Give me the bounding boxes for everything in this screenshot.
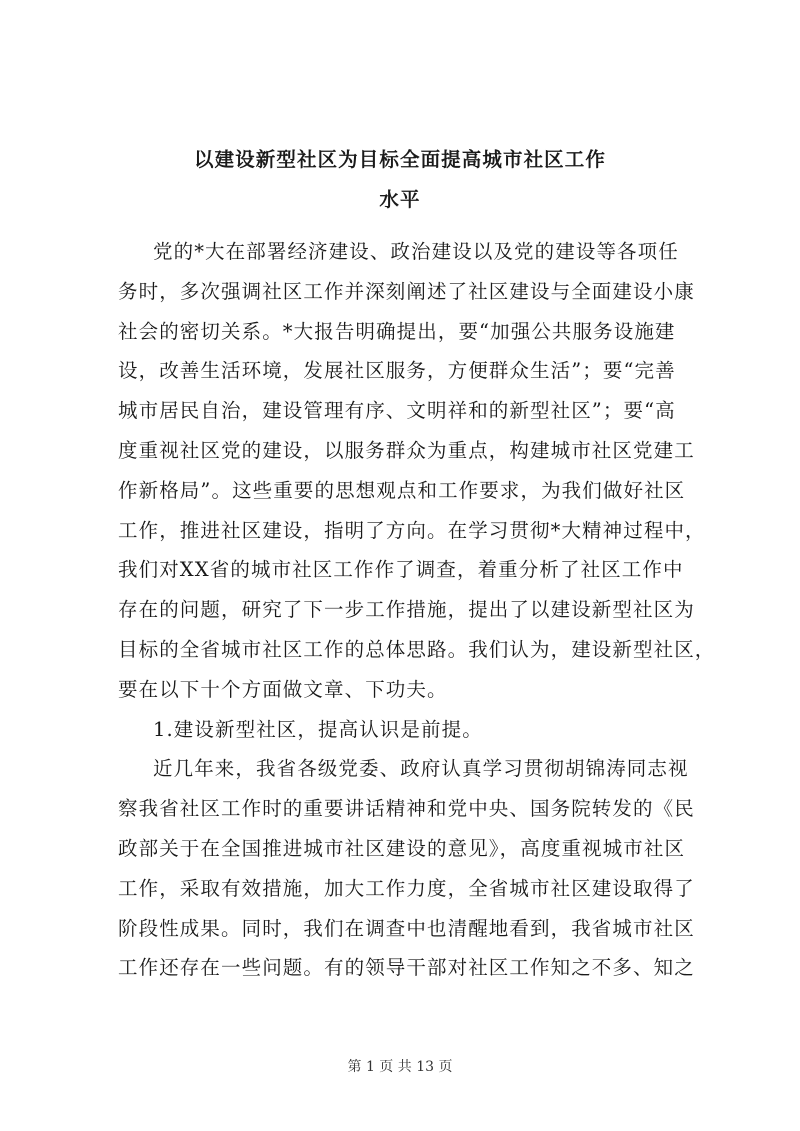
paragraph-line: 工作，采取有效措施，加大工作力度，全省城市社区建设取得了 <box>118 876 695 900</box>
paragraph-line: 目标的全省城市社区工作的总体思路。我们认为，建设新型社区， <box>118 637 716 661</box>
paragraph-line: 务时，多次强调社区工作并深刻阐述了社区建设与全面建设小康 <box>118 279 695 303</box>
paragraph-line: 要在以下十个方面做文章、下功夫。 <box>118 677 448 701</box>
paragraph-line: 察我省社区工作时的重要讲话精神和党中央、国务院转发的《民 <box>118 797 695 821</box>
paragraph-line: 我们对XX省的城市社区工作作了调查，着重分析了社区工作中 <box>118 558 684 582</box>
paragraph-line: 近几年来，我省各级党委、政府认真学习贯彻胡锦涛同志视 <box>153 757 689 781</box>
paragraph-line: 存在的问题，研究了下一步工作措施，提出了以建设新型社区为 <box>118 598 695 622</box>
paragraph-line: 党的*大在部署经济建设、政治建设以及党的建设等各项任 <box>153 240 679 263</box>
paragraph-line: 作新格局”。这些重要的思想观点和工作要求，为我们做好社区 <box>118 478 686 502</box>
section-heading: 1.建设新型社区，提高认识是前提。 <box>153 717 483 741</box>
page-number-footer: 第 1 页 共 13 页 <box>347 1059 453 1075</box>
paragraph-line: 城市居民自治，建设管理有序、文明祥和的新型社区”；要“高 <box>118 399 676 423</box>
title-line: 以建设新型社区为目标全面提高城市社区工作 <box>193 148 606 171</box>
title-line: 水平 <box>379 187 421 211</box>
paragraph-line: 工作，推进社区建设，指明了方向。在学习贯彻*大精神过程中， <box>118 518 706 542</box>
paragraph-line: 阶段性成果。同时，我们在调查中也清醒地看到，我省城市社区 <box>118 916 695 940</box>
paragraph-line: 政部关于在全国推进城市社区建设的意见》，高度重视城市社区 <box>118 836 686 860</box>
paragraph-line: 工作还存在一些问题。有的领导干部对社区工作知之不多、知之 <box>118 956 695 980</box>
document-title <box>90 140 710 220</box>
paragraph-line: 设，改善生活环境，发展社区服务，方便群众生活”；要“完善 <box>118 359 676 383</box>
paragraph-line: 度重视社区党的建设，以服务群众为重点，构建城市社区党建工 <box>118 438 695 462</box>
paragraph-line: 社会的密切关系。*大报告明确提出，要“加强公共服务设施建 <box>118 319 676 343</box>
document-body <box>118 232 718 988</box>
